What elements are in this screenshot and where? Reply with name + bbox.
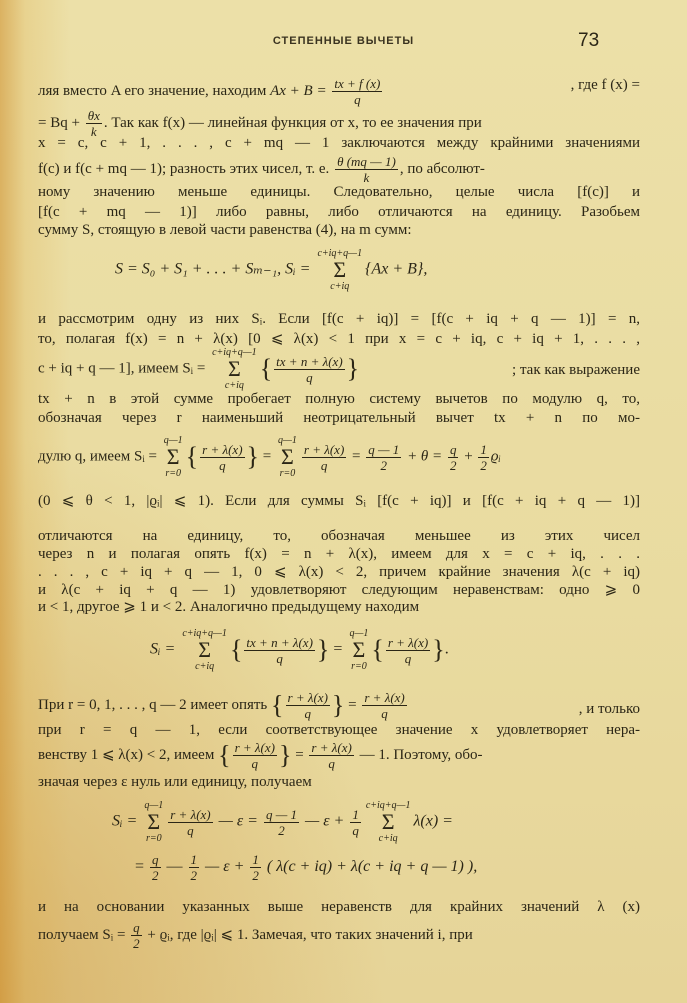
- text: венству 1 ⩽ λ(x) < 2, имеем: [38, 746, 219, 763]
- text: , и только: [578, 701, 640, 717]
- math: =: [344, 696, 361, 713]
- text: + ϱᵢ, где |ϱᵢ| ⩽ 1. Замечая, что таких значений i, при: [143, 926, 473, 943]
- math: =: [329, 640, 347, 658]
- fraction: [233, 740, 277, 771]
- math: — ε =: [214, 812, 262, 830]
- text-line: [38, 740, 640, 771]
- sigma: Σ: [381, 809, 395, 834]
- numerator: 1: [252, 852, 259, 867]
- math: =: [135, 858, 149, 876]
- lower-limit: r=0: [351, 661, 367, 672]
- sigma: Σ: [333, 257, 347, 282]
- numerator: θx: [87, 108, 100, 123]
- numerator: r + λ(x): [170, 806, 211, 822]
- math: {Ax + B},: [365, 260, 428, 278]
- fraction: [264, 807, 299, 838]
- brace: }: [432, 635, 445, 664]
- math: +: [460, 448, 477, 465]
- fraction: [244, 635, 315, 666]
- math: + θ =: [403, 448, 446, 465]
- summation: [164, 435, 183, 479]
- text-line: [38, 435, 640, 479]
- numerator: tx + n + λ(x): [276, 353, 343, 369]
- upper-limit: q—1: [144, 800, 164, 811]
- text: f(c) и f(c + mq — 1); разность этих чисел, т. е.: [38, 160, 334, 177]
- math: Sᵢ =: [150, 640, 180, 658]
- text-line: при r = q — 1, если соответствующее значение x удовлетворяет нера-: [38, 722, 640, 738]
- denominator: k: [90, 124, 97, 139]
- fraction: [200, 442, 244, 473]
- math: ( λ(c + iq) + λ(c + iq + q — 1) ),: [262, 858, 478, 876]
- denominator: 2: [449, 457, 457, 473]
- denominator: q: [328, 756, 335, 771]
- brace: }: [331, 690, 345, 720]
- numerator: r + λ(x): [303, 441, 345, 457]
- text-line: и λ(c + iq + q — 1) удовлетворяют следующим неравенствам: одно ⩾ 0: [38, 582, 640, 598]
- fraction: [189, 852, 200, 883]
- math: Sᵢ =: [112, 812, 142, 830]
- denominator: q: [352, 822, 359, 838]
- numerator: tx + n + λ(x): [246, 634, 313, 650]
- lower-limit: c+iq: [330, 281, 350, 292]
- denominator: k: [363, 170, 370, 185]
- upper-limit: c+iq+q—1: [212, 347, 257, 358]
- numerator: 1: [352, 806, 359, 822]
- upper-limit: c+iq+q—1: [182, 628, 227, 639]
- lower-limit: r=0: [165, 468, 182, 479]
- denominator: q: [354, 92, 361, 107]
- text: ляя вместо A его значение, находим: [38, 82, 271, 99]
- summation: [182, 628, 227, 672]
- summation: [349, 628, 368, 672]
- denominator: 2: [278, 822, 285, 838]
- denominator: q: [306, 369, 313, 385]
- fraction: [131, 920, 142, 951]
- page-number: 73: [578, 30, 600, 51]
- fraction: [366, 442, 401, 473]
- lower-limit: r=0: [145, 833, 162, 844]
- upper-limit: c+iq+q—1: [365, 800, 411, 811]
- text: . Так как f(x) — линейная функция от x, то ее значения при: [103, 114, 482, 131]
- text-line: то, полагая f(x) = n + λ(x) [0 ⩽ λ(x) < 1 при x = c + iq, c + iq + 1, . . . ,: [38, 331, 640, 347]
- text-line: через n и полагая опять f(x) = n + λ(x), имеем для x = c + iq, . . .: [38, 546, 640, 562]
- sigma: Σ: [198, 637, 212, 662]
- summation: [144, 800, 163, 844]
- text-line: и на основании указанных выше неравенств для крайних значений λ (x): [38, 899, 640, 915]
- numerator: 1: [480, 441, 487, 457]
- denominator: q: [381, 706, 388, 721]
- math: =: [259, 448, 275, 465]
- brace: {: [259, 354, 273, 383]
- numerator: r + λ(x): [234, 740, 275, 755]
- numerator: q: [449, 441, 457, 457]
- text: При r = 0, 1, . . . , q — 2 имеет опять: [38, 696, 272, 713]
- numerator: r + λ(x): [202, 441, 243, 457]
- denominator: q: [304, 706, 311, 721]
- denominator: 2: [380, 457, 388, 473]
- numerator: q: [133, 920, 140, 935]
- fraction: [309, 740, 353, 771]
- math: — ε +: [201, 858, 249, 876]
- fraction: [250, 852, 261, 883]
- math: —: [162, 858, 187, 876]
- fraction: [150, 852, 161, 883]
- denominator: 2: [252, 868, 259, 883]
- text: — 1. Поэтому, обо-: [355, 746, 483, 763]
- math: — ε +: [301, 812, 349, 830]
- text: получаем Sᵢ =: [38, 926, 130, 943]
- text-line: (0 ⩽ θ < 1, |ϱᵢ| ⩽ 1). Если для суммы Sᵢ [f(c + iq)] и [f(c + iq + q — 1)]: [38, 493, 640, 509]
- numerator: r + λ(x): [311, 740, 352, 755]
- summation: [366, 800, 411, 844]
- upper-limit: q—1: [349, 628, 369, 639]
- brace: }: [246, 442, 260, 471]
- summation: [212, 347, 257, 391]
- text-line: значая через ε нуль или единицу, получаем: [38, 774, 312, 790]
- denominator: q: [276, 650, 283, 666]
- brace: {: [218, 740, 231, 770]
- denominator: q: [320, 457, 328, 473]
- fraction: [274, 354, 345, 385]
- numerator: tx + f (x): [334, 76, 381, 91]
- denominator: q: [404, 650, 412, 666]
- text-line: . . . , c + iq + q — 1, 0 ⩽ λ(x) < 2, причем крайние значения λ(c + iq): [38, 564, 640, 580]
- math: Ax + B =: [270, 82, 331, 99]
- text-line: [38, 154, 640, 185]
- fraction: [168, 807, 212, 838]
- denominator: 2: [133, 936, 140, 951]
- denominator: 2: [152, 868, 159, 883]
- upper-limit: c+iq+q—1: [317, 248, 363, 259]
- upper-limit: q—1: [163, 435, 183, 446]
- math: S = S₀ + S₁ + . . . + Sₘ₋₁, Sᵢ =: [115, 260, 315, 278]
- brace: }: [316, 635, 330, 664]
- math: ϱᵢ: [490, 448, 501, 465]
- lower-limit: c+iq: [195, 661, 215, 672]
- text-line: tx + n в этой сумме пробегает полную систему вычетов по модулю q, то,: [38, 391, 640, 407]
- text: c + iq + q — 1], имеем Sᵢ =: [38, 360, 210, 377]
- math: =: [291, 746, 308, 763]
- fraction: [478, 442, 489, 473]
- fraction: [286, 690, 330, 721]
- fraction: [362, 690, 406, 721]
- display-formula: [135, 852, 477, 883]
- denominator: 2: [190, 868, 198, 883]
- text-line: отличаются на единицу, то, обозначая меньшее из этих чисел: [38, 528, 640, 544]
- lower-limit: r=0: [279, 468, 296, 479]
- display-formula: [115, 248, 427, 292]
- brace: }: [346, 354, 360, 383]
- denominator: q: [187, 822, 194, 838]
- text: дулю q, имеем Sᵢ =: [38, 448, 161, 465]
- display-formula: [150, 628, 449, 672]
- numerator: θ (mq — 1): [337, 154, 396, 169]
- lower-limit: c+iq: [378, 833, 398, 844]
- text-line: ному значению меньше единицы. Следовательно, целые числа [f(c)] и: [38, 184, 640, 200]
- sigma: Σ: [147, 809, 161, 834]
- fraction: [302, 442, 346, 473]
- running-header: СТЕПЕННЫЕ ВЫЧЕТЫ: [272, 35, 415, 47]
- fraction: [386, 635, 430, 666]
- sigma: Σ: [352, 637, 366, 662]
- numerator: q — 1: [265, 806, 298, 822]
- text-line: [38, 347, 640, 391]
- display-formula: [112, 800, 453, 844]
- fraction: [350, 807, 361, 838]
- numerator: q: [152, 852, 159, 867]
- brace: {: [185, 442, 199, 471]
- upper-limit: q—1: [277, 435, 297, 446]
- text: , по абсолют-: [399, 160, 485, 177]
- numerator: 1: [190, 852, 198, 867]
- math: λ(x) =: [413, 812, 453, 830]
- denominator: q: [219, 457, 226, 473]
- math: = Bq +: [38, 114, 84, 131]
- denominator: 2: [480, 457, 487, 473]
- fraction: [335, 154, 398, 185]
- text-line: x = c, c + 1, . . . , c + mq — 1 заключаются между крайними значениями: [38, 135, 640, 151]
- sigma: Σ: [227, 356, 241, 381]
- fraction: [448, 442, 459, 473]
- numerator: r + λ(x): [387, 634, 429, 650]
- fraction: [332, 76, 382, 107]
- text-line: [38, 76, 640, 107]
- numerator: r + λ(x): [287, 690, 328, 705]
- math: =: [348, 448, 365, 465]
- brace: {: [229, 635, 243, 664]
- denominator: q: [251, 756, 259, 771]
- sigma: Σ: [166, 444, 180, 469]
- text-line: и рассмотрим одну из них Sᵢ. Если [f(c + iq)] = [f(c + iq + q — 1)] = n,: [38, 311, 640, 327]
- summation: [278, 435, 297, 479]
- brace: {: [371, 635, 384, 664]
- text-line: и < 1, другое ⩾ 1 и < 2. Аналогично предыдущему находим: [38, 599, 420, 615]
- text-line: обозначая через r наименьший неотрицательный вычет tx + n по мо-: [38, 410, 640, 426]
- numerator: r + λ(x): [364, 690, 405, 705]
- brace: {: [271, 690, 284, 720]
- text-line: сумму S, стоящую в левой части равенства (4), на m сумм:: [38, 222, 412, 238]
- text-line: [38, 690, 640, 721]
- text: , где f (x) =: [570, 77, 640, 93]
- text-line: [f(c + mq — 1)] либо равны, либо отличаются на единицу. Разобьем: [38, 204, 640, 220]
- numerator: q — 1: [368, 441, 400, 457]
- lower-limit: c+iq: [224, 380, 244, 391]
- text: ; так как выражение: [512, 362, 640, 378]
- sigma: Σ: [281, 444, 294, 469]
- text-line: [38, 920, 640, 951]
- math: .: [444, 640, 449, 658]
- brace: }: [278, 740, 292, 770]
- summation: [317, 248, 362, 292]
